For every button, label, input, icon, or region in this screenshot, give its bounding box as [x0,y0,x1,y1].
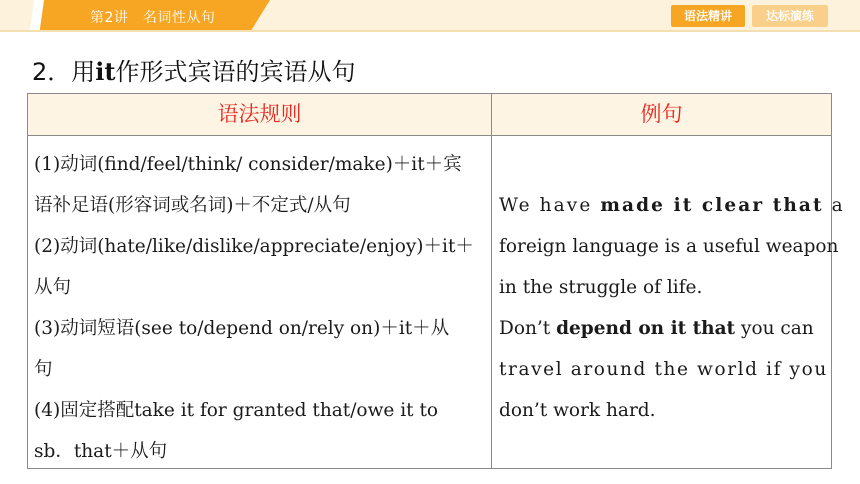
rule-line: (3)动词短语(see to/depend on/rely on)＋it＋从 [34,318,450,339]
rule-line: 语补足语(形容词或名词)＋不定式/从句 [34,195,351,216]
rule-line: 句 [34,359,53,380]
nav-practice-button[interactable]: 达标演练 [752,5,828,27]
example-text: a [823,195,845,216]
rule-line: sb．that＋从句 [34,441,168,462]
section-title-post: 作形式宾语的宾语从句 [115,58,356,86]
rule-line: 从句 [34,277,72,298]
example-line [499,308,825,349]
rule-line: (4)固定搭配take it for granted that/owe it to [34,400,439,421]
example-line: travel around the world if you [499,359,828,380]
rule-line: (1)动词(find/feel/think/ consider/make)＋it＋宾 [34,154,462,175]
example-text: We have [499,195,601,216]
rule-line: (2)动词(hate/like/dislike/appreciate/enjoy)＋it＋ [34,236,474,257]
header-bar [0,0,860,36]
example-line: in the struggle of life. [499,277,703,298]
examples-cell [499,185,845,431]
example-text: you can [735,318,814,339]
section-title-bold: it [95,57,116,86]
section-number: 2． [32,58,72,86]
example-line [499,185,845,226]
header-underline [0,30,860,32]
example-bold-phrase: made it clear that [600,195,824,216]
section-heading [32,52,355,87]
example-line: don’t work hard. [499,400,656,421]
column-divider [491,94,492,468]
example-line: foreign language is a useful weapon [499,236,839,257]
rules-cell [34,144,484,472]
grammar-table [27,93,845,469]
nav-grammar-button[interactable]: 语法精讲 [671,5,745,27]
header-examples: 例句 [492,94,831,135]
lesson-title: 第2讲 名词性从句 [90,10,216,26]
header-grammar-rules: 语法规则 [28,94,491,135]
row-divider [28,135,831,136]
section-title-pre: 用 [71,58,96,86]
example-text: Don’t [499,318,557,339]
example-bold-phrase: depend on it that [556,318,736,339]
